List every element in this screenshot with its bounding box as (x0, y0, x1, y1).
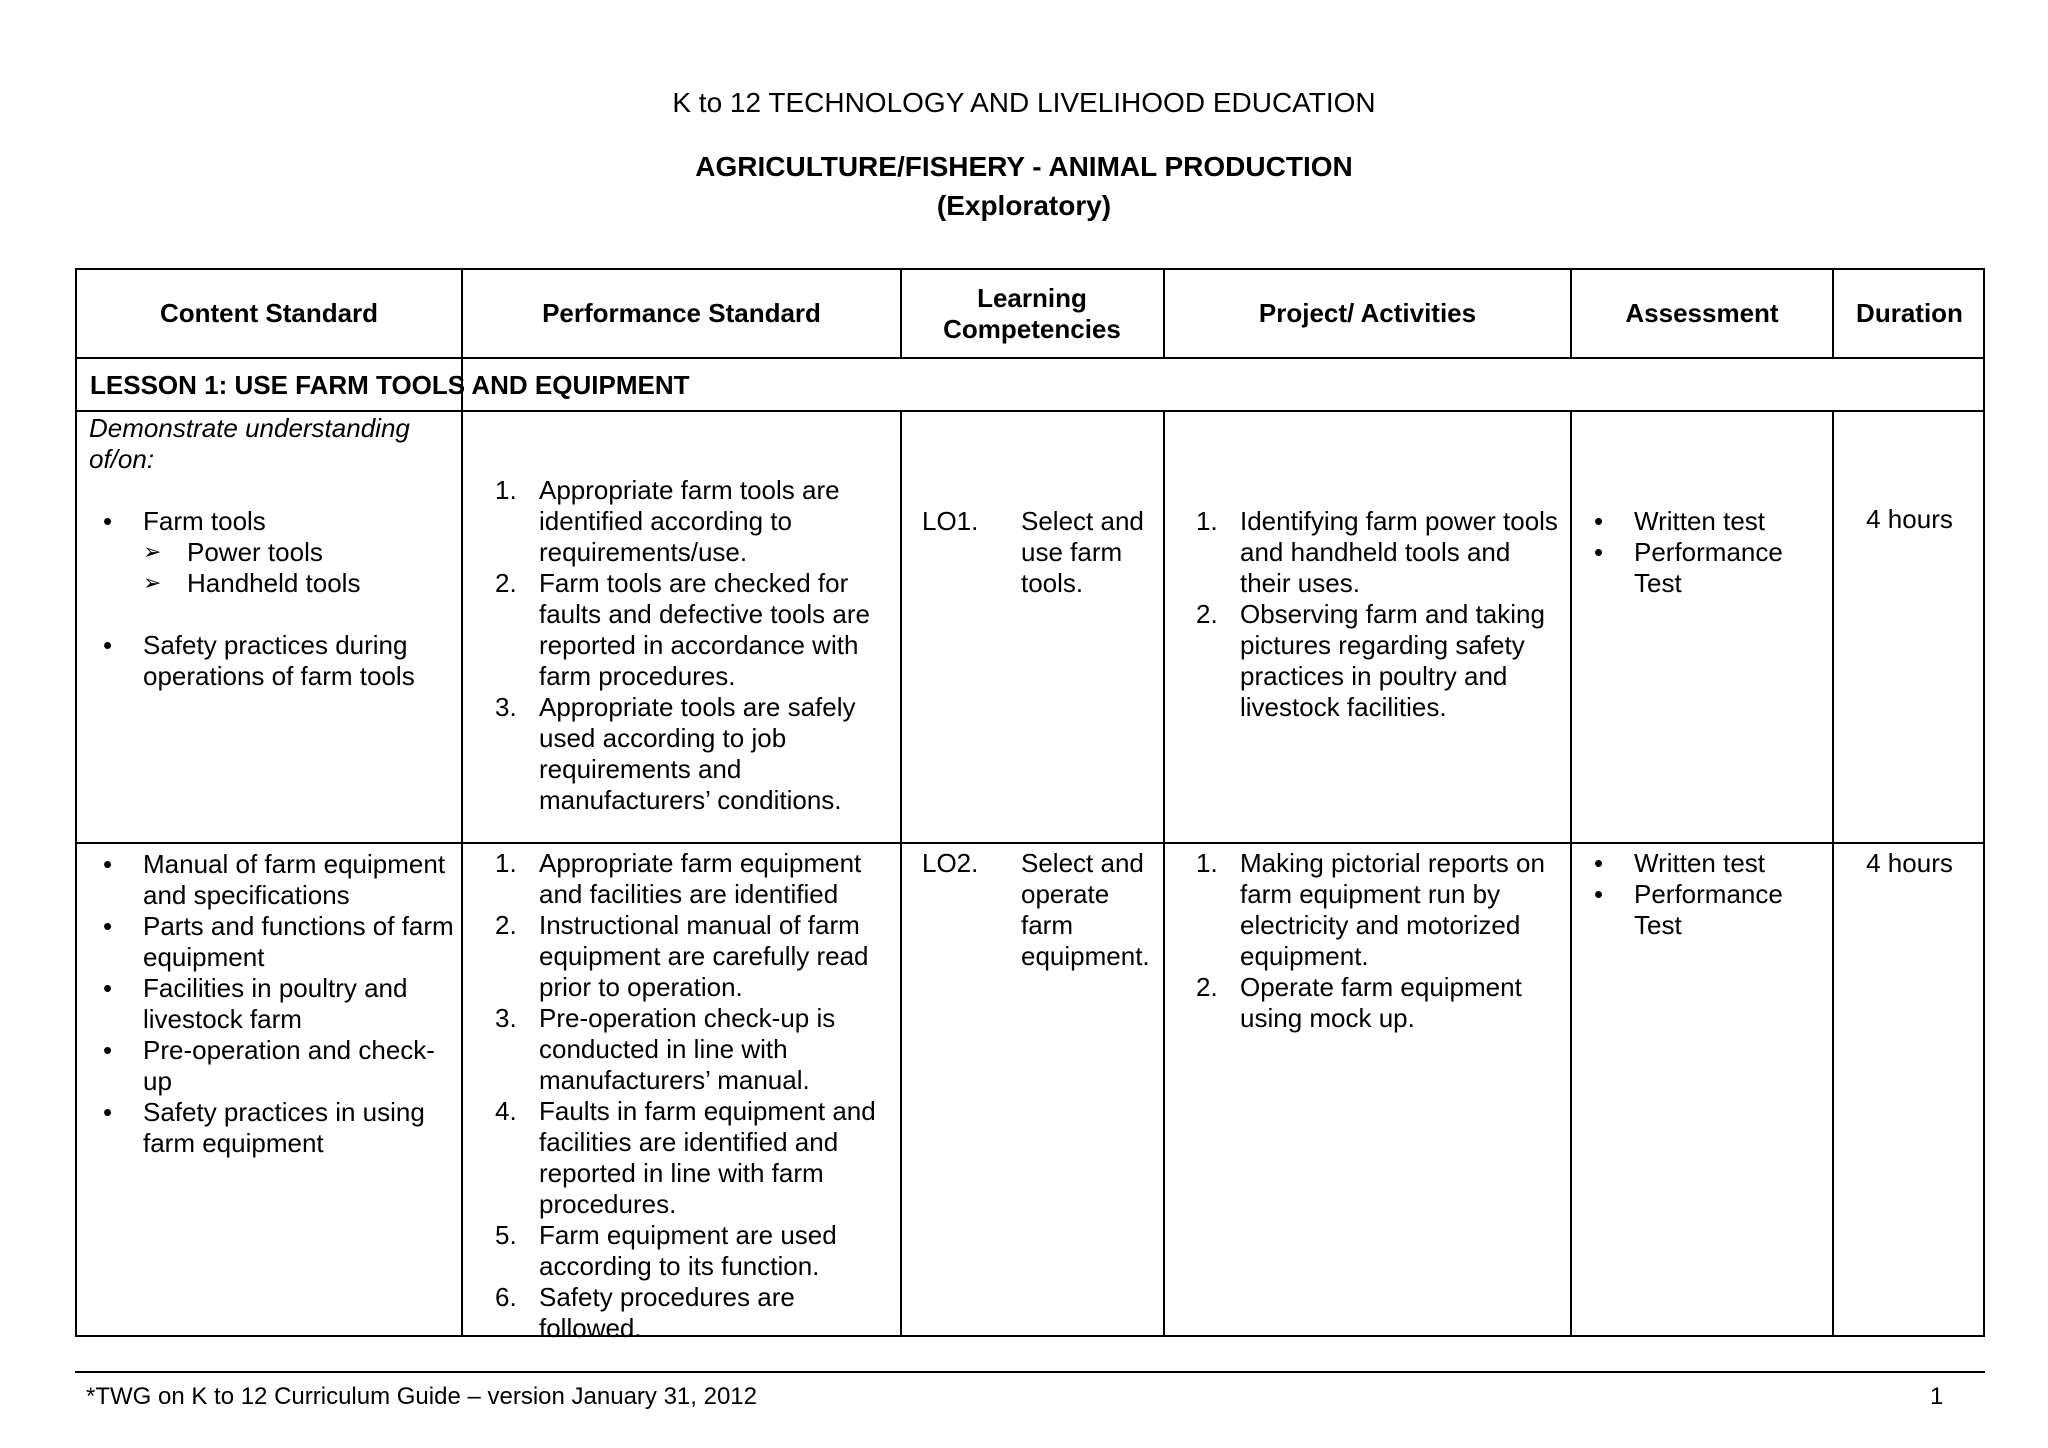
list-item: 3. Appropriate tools are safely used according to job requirements and manufacturers’ conditions. (495, 692, 856, 815)
list-item: 2. Farm tools are checked for faults and defective tools are reported in accordance with farm procedures. (495, 568, 870, 691)
list-item: • Pre-operation and check-up (89, 1035, 461, 1097)
list-item: 5. Farm equipment are used according to its function. (495, 1220, 837, 1281)
row-divider (77, 842, 1983, 844)
list-item (89, 506, 449, 599)
header-assessment: Assessment (1625, 298, 1779, 328)
activities-cell (1176, 506, 1566, 723)
performance-list (475, 475, 895, 816)
list-item: 1. Appropriate farm tools are identified according to requirements/use. (495, 475, 840, 567)
activities-list (1176, 506, 1566, 723)
learning-competency-cell (922, 506, 1157, 599)
learning-outcome (922, 506, 1157, 599)
list-item-label: Farm tools (143, 506, 266, 536)
document-subtitle-exploratory: (Exploratory) (936, 190, 1112, 221)
list-item: • Parts and functions of farm equipment (89, 911, 461, 973)
footer-divider (75, 1371, 1985, 1373)
performance-standard-cell (475, 475, 895, 816)
list-item: • Performance Test (1580, 537, 1830, 599)
learning-outcome-text: Select and use farm tools. (1021, 506, 1144, 598)
list-item: 2. Operate farm equipment using mock up. (1196, 972, 1522, 1033)
assessment-cell (1580, 506, 1830, 599)
list-item: • Facilities in poultry and livestock farm (89, 973, 461, 1035)
list-item: 3. Pre-operation check-up is conducted in line with manufacturers’ manual. (495, 1003, 836, 1095)
column-divider (461, 270, 463, 1337)
list-item: 4. Faults in farm equipment and facilities are identified and reported in line with farm procedures. (495, 1096, 876, 1219)
learning-competency-cell (922, 848, 1157, 972)
row-divider (77, 410, 1983, 412)
list-item: • Manual of farm equipment and specifications (89, 849, 461, 911)
assessment-cell (1580, 848, 1830, 941)
learning-outcome-code: LO1. (922, 506, 979, 536)
content-standard-cell (89, 413, 449, 692)
header-content-standard: Content Standard (159, 298, 379, 328)
header-performance-standard: Performance Standard (542, 298, 821, 328)
content-list (89, 506, 449, 692)
content-intro: Demonstrate understanding of/on: (89, 413, 410, 474)
learning-outcome-text: Select and operate farm equipment. (1021, 848, 1150, 971)
list-item: 2. Observing farm and taking pictures regarding safety practices in poultry and livestock facilities. (1196, 599, 1545, 722)
footer-note: *TWG on K to 12 Curriculum Guide – version January 31, 2012 (86, 1383, 757, 1410)
assessment-list (1580, 506, 1830, 599)
document-subtitle: AGRICULTURE/FISHERY - ANIMAL PRODUCTION (695, 151, 1353, 182)
sub-list-item: ➢ Handheld tools (143, 568, 449, 599)
row-divider (77, 357, 1983, 359)
assessment-list (1580, 848, 1830, 941)
column-divider (1163, 410, 1165, 1337)
list-item: 1. Making pictorial reports on farm equipment run by electricity and motorized equipment. (1196, 848, 1545, 971)
activities-list (1176, 848, 1566, 1034)
header-duration: Duration (1856, 298, 1963, 328)
sub-list (143, 537, 449, 599)
column-divider (900, 270, 902, 357)
list-item: • Performance Test (1580, 879, 1830, 941)
list-item: • Written test (1580, 848, 1830, 879)
duration-cell: 4 hours (1866, 848, 1953, 878)
document-title: K to 12 TECHNOLOGY AND LIVELIHOOD EDUCATION (672, 87, 1376, 118)
list-item: 1. Appropriate farm equipment and facilities are identified (495, 848, 862, 909)
performance-list (475, 848, 900, 1344)
content-list (89, 849, 461, 1159)
list-item: • Safety practices during operations of farm tools (89, 630, 449, 692)
header-learning-competencies: Learning Competencies (943, 282, 1121, 344)
content-standard-cell (89, 849, 461, 1159)
list-item: 2. Instructional manual of farm equipment are carefully read prior to operation. (495, 910, 869, 1002)
list-item: 1. Identifying farm power tools and handheld tools and their uses. (1196, 506, 1558, 598)
duration-cell: 4 hours (1866, 504, 1953, 534)
list-item: 6. Safety procedures are followed. (495, 1282, 795, 1343)
learning-outcome (922, 848, 1157, 972)
list-item: • Safety practices in using farm equipment (89, 1097, 461, 1159)
list-item: • Written test (1580, 506, 1830, 537)
learning-outcome-code: LO2. (922, 848, 979, 878)
curriculum-table (75, 268, 1985, 1343)
page-number: 1 (1930, 1383, 1944, 1410)
performance-standard-cell (475, 848, 900, 1344)
header-project-activities: Project/ Activities (1258, 298, 1477, 328)
activities-cell (1176, 848, 1566, 1034)
sub-list-item: ➢ Power tools (143, 537, 449, 568)
lesson-title: LESSON 1: USE FARM TOOLS AND EQUIPMENT (90, 370, 690, 400)
column-divider (1570, 410, 1572, 1337)
column-divider (900, 410, 902, 1337)
